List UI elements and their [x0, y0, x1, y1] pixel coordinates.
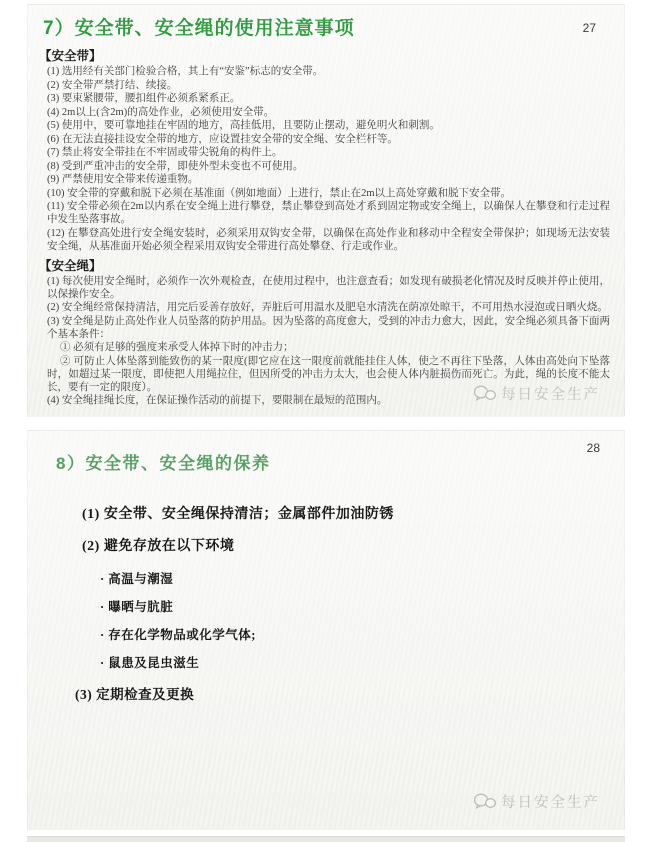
list-item: (8) 受到严重冲击的安全带，即使外型未变也不可使用。 [47, 160, 304, 172]
list-item: ① 必须有足够的强度来承受人体掉下时的冲击力； [60, 342, 294, 353]
section-header-belt: 【安全带】 [39, 49, 102, 63]
next-slide-edge [27, 836, 625, 842]
list-item: (2) 安全绳经常保持清洁，用完后妥善存放好，弄脏后可用温水及肥皂水清洗在荫凉处晾干，不可用热水浸泡或日晒火烧。 [47, 302, 608, 313]
list-item: ② 可防止人体坠落到能致伤的某一限度(即它应在这一限度前就能挂住人体，使之不再往下坠落，人体由高处向下坠落时，如超过某一限度，即使把人用绳拉住，但因所受的冲击力太大，也会使人体内脏损伤而死亡。为此，绳的长度不能太长，要有一定的限度）。 [47, 355, 610, 393]
bullet-item: · 高温与潮湿 [100, 569, 256, 597]
slide-title: 7）安全带、安全绳的使用注意事项 [43, 18, 355, 39]
maintenance-item-3: (3) 定期检查及更换 [75, 687, 195, 702]
belt-item-list [47, 65, 610, 253]
bullet-item: · 曝晒与肮脏 [100, 597, 256, 625]
list-item: (10) 安全带的穿戴和脱下必须在基准面（例如地面）上进行，禁止在2m以上高处穿戴和脱下安全带。 [47, 187, 512, 199]
wechat-bubbles-icon [473, 793, 497, 810]
list-item: (6) 在无法直接挂设安全带的地方，应设置挂安全带的安全绳、安全栏杆等。 [47, 133, 398, 145]
list-item: (3) 要束紧腰带，腰扣组件必须系紧系正。 [47, 93, 241, 104]
list-item: (11) 安全带必须在2m以内系在安全绳上进行攀登，禁止攀登到高处才系到固定物或安全绳上，以确保人在攀登和行走过程中发生坠落事故。 [47, 201, 610, 225]
slide-28 [27, 430, 625, 830]
maintenance-item-1: (1) 安全带、安全绳保持清洁；金属部件加油防锈 [82, 507, 394, 522]
list-item: (7) 禁止将安全带挂在不牢固或带尖锐角的构件上。 [47, 147, 283, 158]
list-item: (3) 安全绳是防止高处作业人员坠落的防护用品。因为坠落的高度愈大，受到的冲击力愈大，因此，安全绳必须具备下面两个基本条件： [47, 315, 610, 340]
slide-body [39, 47, 610, 408]
list-item: (1) 选用经有关部门检验合格，其上有“安鉴”标志的安全带。 [47, 66, 324, 77]
list-item: (4) 安全绳挂绳长度，在保证操作活动的前提下，要限制在最短的范围内。 [47, 395, 388, 406]
list-item: (1) 每次使用安全绳时，必须作一次外观检查，在使用过程中，也注意查看；如发现有破损老化情况及时反映并停止使用，以保操作安全。 [47, 275, 610, 300]
list-item: (12) 在攀登高处进行安全绳安装时，必须采用双钩安全带，以确保在高处作业和移动中全程安全带保护；如现场无法安装安全绳，从基准面开始必须全程采用双钩安全带进行高处攀登、行走或作业。 [47, 227, 610, 252]
watermark [473, 383, 600, 404]
watermark-text: 每日安全生产 [501, 795, 600, 811]
page-number: 28 [586, 441, 600, 455]
list-item: (4) 2m以上(含2m)的高处作业，必须使用安全带。 [47, 106, 275, 118]
slide-title: 8）安全带、安全绳的保养 [56, 454, 271, 473]
section-header-rope: 【安全绳】 [39, 258, 102, 273]
maintenance-item-2: (2) 避免存放在以下环境 [82, 539, 235, 554]
storage-bullet-list [100, 569, 256, 681]
watermark [473, 791, 600, 812]
bullet-item: · 存在化学物品或化学气体; [100, 625, 256, 653]
list-item: (5) 使用中，要可靠地挂在牢固的地方，高挂低用，且要防止摆动，避免明火和刺割。 [47, 120, 440, 131]
watermark-text: 每日安全生产 [501, 387, 600, 403]
page-number: 27 [582, 21, 596, 35]
list-item: (2) 安全带严禁打结、续接。 [47, 79, 178, 91]
bullet-item: · 鼠患及昆虫滋生 [100, 653, 256, 681]
slide-27 [27, 4, 625, 417]
list-item: (9) 严禁使用安全带来传递重物。 [47, 174, 199, 185]
wechat-bubbles-icon [473, 385, 497, 402]
